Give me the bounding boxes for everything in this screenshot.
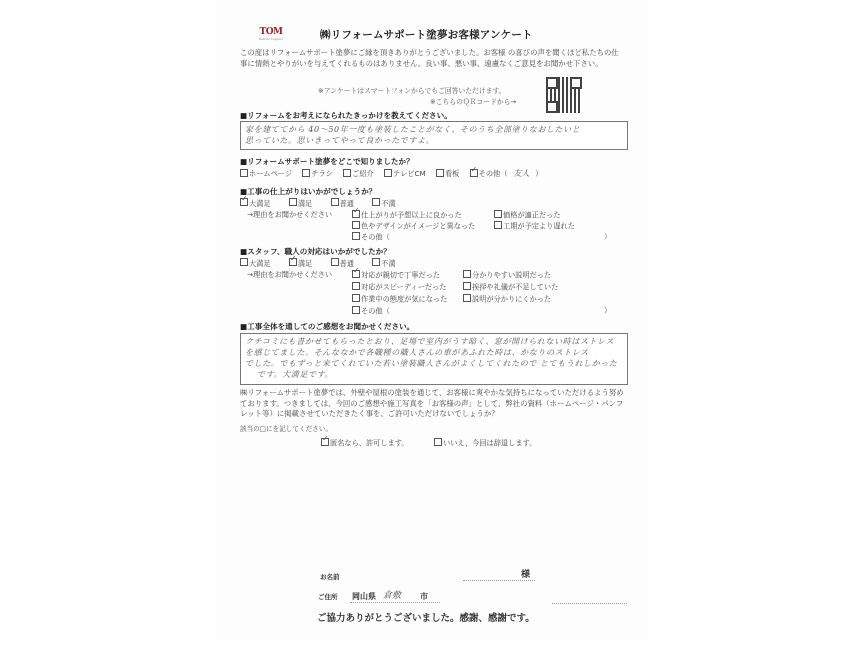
address-city-value[interactable]: 倉敷 — [383, 591, 402, 601]
checkbox[interactable] — [463, 282, 471, 290]
q1-answer-line: 思っていた。思いきってやって良かったですよ。 — [245, 136, 435, 145]
checkbox[interactable] — [494, 210, 502, 218]
smartphone-note: ※アンケートはスマートフォンからでもご回答いただけます。 — [318, 87, 506, 95]
checkbox-checked[interactable] — [470, 169, 478, 177]
q4-reason-prompt: →理由をお聞かせください — [247, 270, 333, 279]
q5-answer-line: でした。でもずっと来てくれていた若い塗装職人さんがよくしてくれたので とてもうれしかった — [245, 359, 618, 368]
q3-reason-1[interactable]: ✓ 仕上がりが予想以上に良かった — [352, 210, 462, 221]
q3-other-close: ） — [604, 232, 612, 241]
checkbox[interactable] — [372, 258, 380, 266]
checkbox[interactable] — [331, 198, 339, 206]
consent-option-decline[interactable]: いいえ、今回は辞退します。 — [434, 438, 536, 449]
checkbox[interactable] — [352, 294, 360, 302]
q1-answer-box[interactable] — [240, 121, 628, 150]
q3-rating-neutral[interactable]: 普通 — [331, 199, 354, 208]
checkbox[interactable] — [434, 438, 442, 446]
q1-answer-line: 家を建ててから 40～50年一度も塗装したことがなく、そのうち全部塗りなおしたいと — [245, 125, 581, 134]
checkbox[interactable] — [463, 294, 471, 302]
q4-rating-unsatisfied[interactable]: 不満 — [372, 259, 395, 268]
checkbox-checked[interactable] — [240, 198, 248, 206]
checkbox[interactable] — [352, 306, 360, 314]
q4-reason-other[interactable]: その他（ — [352, 306, 390, 317]
address-detail-field[interactable] — [552, 603, 627, 604]
q3-rating-unsatisfied[interactable]: 不満 — [372, 199, 395, 208]
q4-ratings — [240, 258, 396, 269]
checkbox-checked[interactable] — [352, 210, 360, 218]
q3-heading: ■工事の仕上がりはいかがでしょうか？ — [240, 187, 377, 196]
checkbox[interactable] — [352, 232, 360, 240]
q5-answer-line: です。大満足です。 — [257, 370, 334, 379]
q2-option-tvcm[interactable]: テレビCM — [384, 169, 426, 178]
q2-option-signboard[interactable]: 看板 — [436, 169, 459, 178]
q2-other-value[interactable]: 友人 — [513, 169, 530, 178]
checkbox[interactable] — [463, 270, 471, 278]
checkbox[interactable] — [240, 169, 248, 177]
checkbox[interactable] — [352, 282, 360, 290]
q5-answer-line: クチコミにも書かせてもらったとおり、足場で室内がうす暗く、窓が開けられない時はストレス — [245, 337, 615, 346]
q3-reason-4[interactable]: 工期が予定より遅れた — [494, 221, 575, 232]
q2-option-other[interactable]: ✓ その他（ 友人 ） — [470, 169, 543, 178]
consent-option-anonymous[interactable]: ✓匿名なら、許可します。 — [321, 438, 409, 449]
q5-answer-box[interactable] — [240, 333, 628, 385]
checkbox-checked[interactable] — [289, 258, 297, 266]
q4-reason-4[interactable]: 挨拶や礼儀が不足していた — [463, 282, 558, 293]
address-city-suffix: 市 — [420, 592, 428, 601]
name-suffix: 様 — [521, 570, 531, 580]
checkbox-checked[interactable] — [352, 270, 360, 278]
qr-code-icon[interactable] — [546, 77, 582, 113]
logo-subtext: Reform Support — [259, 37, 283, 41]
q1-heading: ■リフォームをお考えになられたきっかけを教えてください。 — [240, 111, 452, 120]
checkbox[interactable] — [240, 258, 248, 266]
page-title: ㈱リフォームサポート塗夢お客様アンケート — [320, 29, 533, 41]
q3-reason-2[interactable]: 価格が適正だった — [494, 210, 561, 221]
address-prefecture: 岡山県 — [352, 592, 376, 601]
q3-reason-prompt: →理由をお聞かせください — [247, 210, 333, 219]
q2-options — [240, 168, 543, 179]
q2-heading: ■リフォームサポート塗夢をどこで知りましたか？ — [240, 157, 414, 166]
intro-text: この度はリフォームサポート塗夢にご縁を頂きありがとうございました。お客様 の喜びの声を聞くほど私たちの仕事に情熱とやりがいを与えてくれるものはありません。良い事、悪い事、遠慮なくご意見をお聞かせ下さい。 — [240, 48, 619, 68]
name-field[interactable] — [463, 580, 535, 581]
q4-reason-6[interactable]: 説明が分かりにくかった — [463, 294, 551, 305]
q2-option-referral[interactable]: ご紹介 — [343, 169, 374, 178]
checkbox-checked[interactable] — [321, 438, 329, 446]
q2-option-flyer[interactable]: チラシ — [302, 169, 333, 178]
q2-option-homepage[interactable]: ホームページ — [240, 169, 292, 178]
thanks-footer: ご協力ありがとうございました。感謝、感謝です。 — [317, 613, 535, 624]
address-field-line[interactable] — [350, 602, 440, 603]
q4-rating-very-satisfied[interactable]: 大満足 — [240, 259, 271, 268]
logo-text: TOM — [259, 27, 283, 37]
checkbox[interactable] — [384, 169, 392, 177]
q4-other-close: ） — [604, 306, 612, 315]
q3-ratings — [240, 198, 396, 209]
q4-heading: ■スタッフ、職人の対応はいかがでしたか？ — [240, 247, 391, 256]
q3-rating-very-satisfied[interactable]: ✓大満足 — [240, 199, 271, 208]
checkbox[interactable] — [494, 221, 502, 229]
name-label: お名前 — [320, 573, 340, 581]
q3-rating-satisfied[interactable]: 満足 — [289, 199, 312, 208]
q4-reason-2[interactable]: 分かりやすい説明だった — [463, 270, 551, 281]
q5-heading: ■工事全体を通してのご感想をお聞かせください。 — [240, 322, 415, 331]
consent-text: ㈱リフォームサポート塗夢では、外壁や屋根の塗装を通じて、お客様に爽やかな気持ちになっていただけるよう努めております。つきましては、今回のご感想や施工写真を「お客様の声」として、弊社の資料（ホームページ・パンフレット等）に掲載させていただきたく事を、ご許可いただけないでしょうか？ — [240, 388, 624, 418]
q4-reason-5[interactable]: 作業中の態度が気になった — [352, 294, 447, 305]
q3-reason-other[interactable]: その他（ — [352, 232, 390, 243]
q4-reason-3[interactable]: 対応がスピーディーだった — [352, 282, 446, 293]
checkbox[interactable] — [436, 169, 444, 177]
checkbox[interactable] — [352, 221, 360, 229]
qr-note: ※こちらのＱＲコードから→ — [430, 98, 517, 106]
address-label: ご住所 — [318, 593, 338, 601]
checkbox[interactable] — [343, 169, 351, 177]
q5-answer-line: を感じてました。そんななかで各職種の職人さんの車があふれた時は、かなりのストレス — [245, 348, 589, 357]
checkbox[interactable] — [372, 198, 380, 206]
checkbox[interactable] — [302, 169, 310, 177]
checkbox[interactable] — [289, 198, 297, 206]
q4-rating-satisfied[interactable]: ✓ 満足 — [289, 259, 312, 268]
consent-instruction: 該当の□にを記してください。 — [240, 425, 332, 433]
q4-reason-1[interactable]: ✓ 対応が親切で丁寧だった — [352, 270, 440, 281]
q4-rating-neutral[interactable]: 普通 — [331, 259, 354, 268]
checkbox[interactable] — [331, 258, 339, 266]
company-logo — [256, 27, 286, 43]
q3-reason-3[interactable]: 色やデザインがイメージと異なった — [352, 221, 475, 232]
